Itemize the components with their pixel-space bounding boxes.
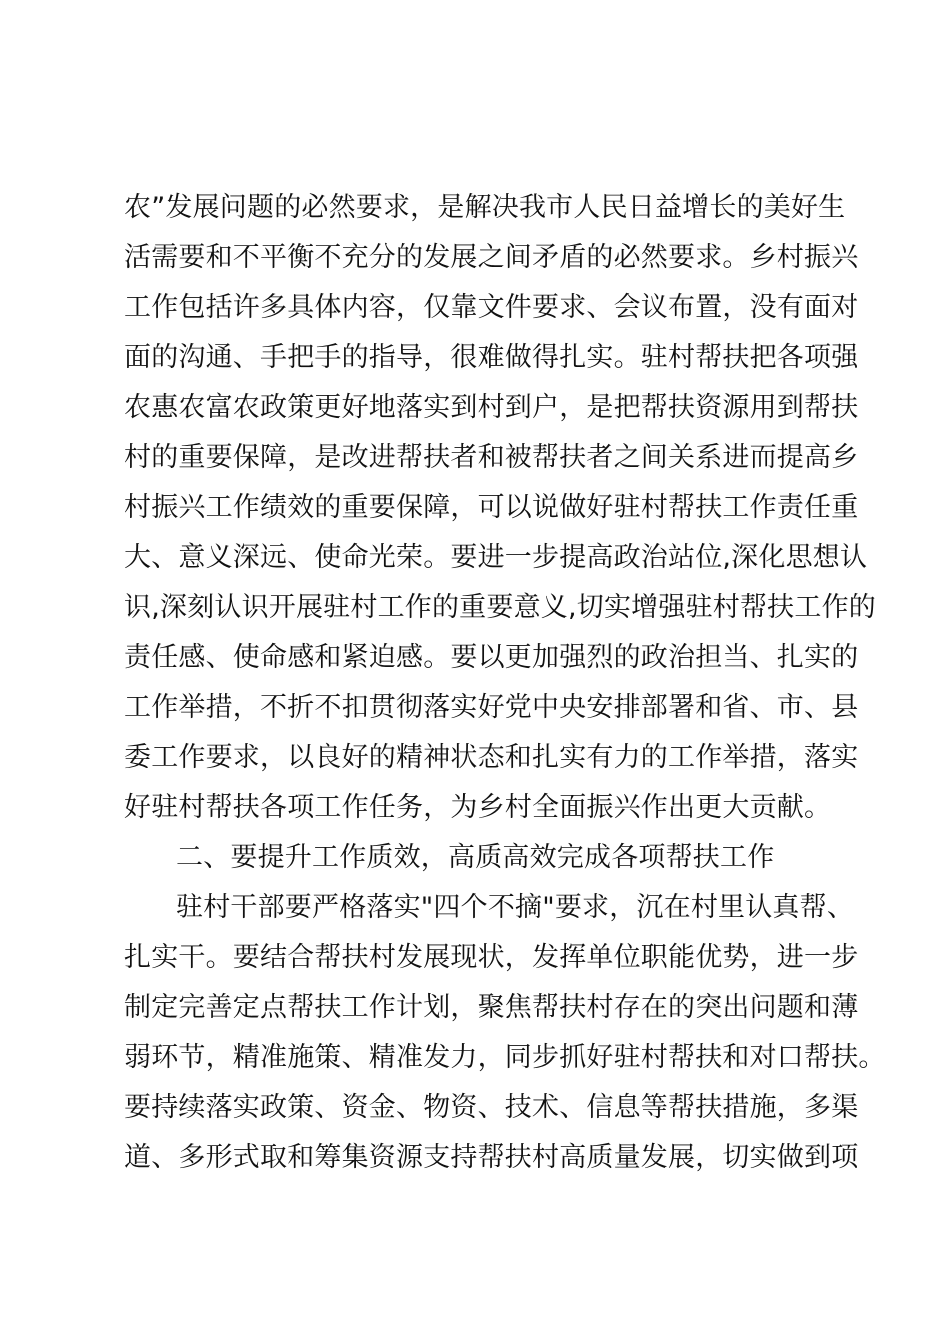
section-heading: 二、要提升工作质效，高质高效完成各项帮扶工作 xyxy=(176,842,775,873)
paragraph-line: 大、意义深远、使命光荣。要进一步提高政治站位,深化思想认 xyxy=(124,542,868,573)
paragraph-line: 责任感、使命感和紧迫感。要以更加强烈的政治担当、扎实的 xyxy=(124,642,859,673)
paragraph-line: 农”发展问题的必然要求，是解决我市人民日益增长的美好生 xyxy=(124,192,846,223)
paragraph-line-first: 驻村干部要严格落实"四个不摘"要求，沉在村里认真帮、 xyxy=(176,892,855,923)
paragraph-line: 村的重要保障，是改进帮扶者和被帮扶者之间关系进而提高乡 xyxy=(124,442,859,473)
paragraph-line: 工作包括许多具体内容，仅靠文件要求、会议布置，没有面对 xyxy=(124,292,859,323)
paragraph-line: 制定完善定点帮扶工作计划，聚焦帮扶村存在的突出问题和薄 xyxy=(124,992,859,1023)
paragraph-line-last: 好驻村帮扶各项工作任务，为乡村全面振兴作出更大贡献。 xyxy=(124,792,832,823)
paragraph-line: 村振兴工作绩效的重要保障，可以说做好驻村帮扶工作责任重 xyxy=(124,492,859,523)
paragraph-line: 工作举措，不折不扣贯彻落实好党中央安排部署和省、市、县 xyxy=(124,692,859,723)
paragraph-line: 活需要和不平衡不充分的发展之间矛盾的必然要求。乡村振兴 xyxy=(124,242,859,273)
paragraph-line: 委工作要求，以良好的精神状态和扎实有力的工作举措，落实 xyxy=(124,742,859,773)
paragraph-line: 识,深刻认识开展驻村工作的重要意义,切实增强驻村帮扶工作的 xyxy=(124,592,876,623)
paragraph-line: 弱环节，精准施策、精准发力，同步抓好驻村帮扶和对口帮扶。 xyxy=(124,1042,886,1073)
paragraph-line: 农惠农富农政策更好地落实到村到户，是把帮扶资源用到帮扶 xyxy=(124,392,859,423)
paragraph-line: 道、多形式取和筹集资源支持帮扶村高质量发展，切实做到项 xyxy=(124,1142,859,1173)
paragraph-line: 面的沟通、手把手的指导，很难做得扎实。驻村帮扶把各项强 xyxy=(124,342,859,373)
paragraph-line: 扎实干。要结合帮扶村发展现状，发挥单位职能优势，进一步 xyxy=(124,942,859,973)
paragraph-line: 要持续落实政策、资金、物资、技术、信息等帮扶措施，多渠 xyxy=(124,1092,859,1123)
